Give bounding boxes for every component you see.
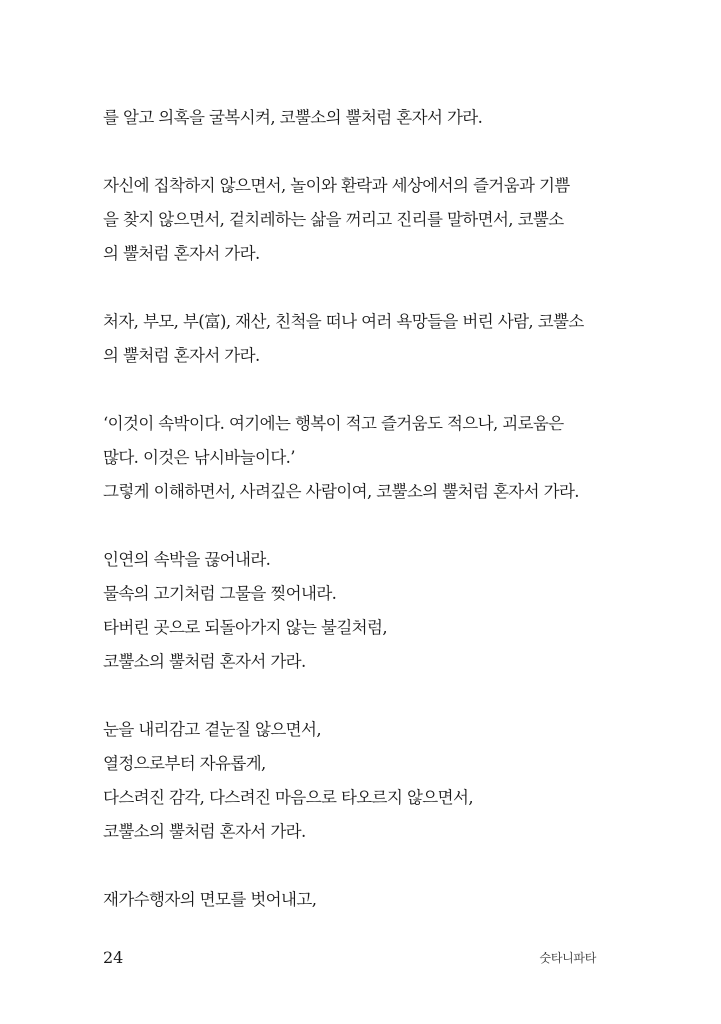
paragraph	[103, 543, 603, 679]
text-line: 코뿔소의 뿔처럼 혼자서 가라.	[103, 822, 306, 841]
paragraph	[103, 101, 603, 135]
paragraph-gap	[103, 135, 603, 169]
text-line: 을 찾지 않으면서, 겉치레하는 삶을 꺼리고 진리를 말하면서, 코뿔소	[103, 210, 564, 229]
text-line: ‘이것이 속박이다. 여기에는 행복이 적고 즐거움도 적으나, 괴로움은	[103, 414, 564, 433]
running-title: 숫타니파타	[539, 951, 596, 965]
body-text	[103, 101, 603, 917]
text-line: 코뿔소의 뿔처럼 혼자서 가라.	[103, 652, 306, 671]
text-line: 많다. 이것은 낚시바늘이다.’	[103, 448, 295, 467]
text-line: 처자, 부모, 부(富), 재산, 친척을 떠나 여러 욕망들을 버린 사람, 코뿔소	[103, 312, 584, 331]
paragraph-gap	[103, 373, 603, 407]
paragraph-gap	[103, 679, 603, 713]
text-line: 열정으로부터 자유롭게,	[103, 754, 266, 773]
paragraph-gap	[103, 509, 603, 543]
paragraph	[103, 883, 603, 917]
text-line: 눈을 내리감고 곁눈질 않으면서,	[103, 720, 321, 739]
page-number: 24	[103, 948, 124, 967]
text-line: 다스려진 감각, 다스려진 마음으로 타오르지 않으면서,	[103, 788, 473, 807]
text-line: 의 뿔처럼 혼자서 가라.	[103, 346, 260, 365]
text-line: 를 알고 의혹을 굴복시켜, 코뿔소의 뿔처럼 혼자서 가라.	[103, 108, 483, 127]
text-line: 의 뿔처럼 혼자서 가라.	[103, 244, 260, 263]
paragraph	[103, 305, 603, 373]
text-line: 물속의 고기처럼 그물을 찢어내라.	[103, 584, 337, 603]
text-line: 재가수행자의 면모를 벗어내고,	[103, 890, 317, 909]
paragraph	[103, 407, 603, 509]
paragraph-gap	[103, 271, 603, 305]
text-line: 자신에 집착하지 않으면서, 놀이와 환락과 세상에서의 즐거움과 기쁨	[103, 176, 570, 195]
text-line: 그렇게 이해하면서, 사려깊은 사람이여, 코뿔소의 뿔처럼 혼자서 가라.	[103, 482, 579, 501]
paragraph	[103, 169, 603, 271]
text-line: 타버린 곳으로 되돌아가지 않는 불길처럼,	[103, 618, 387, 637]
paragraph-gap	[103, 849, 603, 883]
text-line: 인연의 속박을 끊어내라.	[103, 550, 271, 569]
paragraph	[103, 713, 603, 849]
